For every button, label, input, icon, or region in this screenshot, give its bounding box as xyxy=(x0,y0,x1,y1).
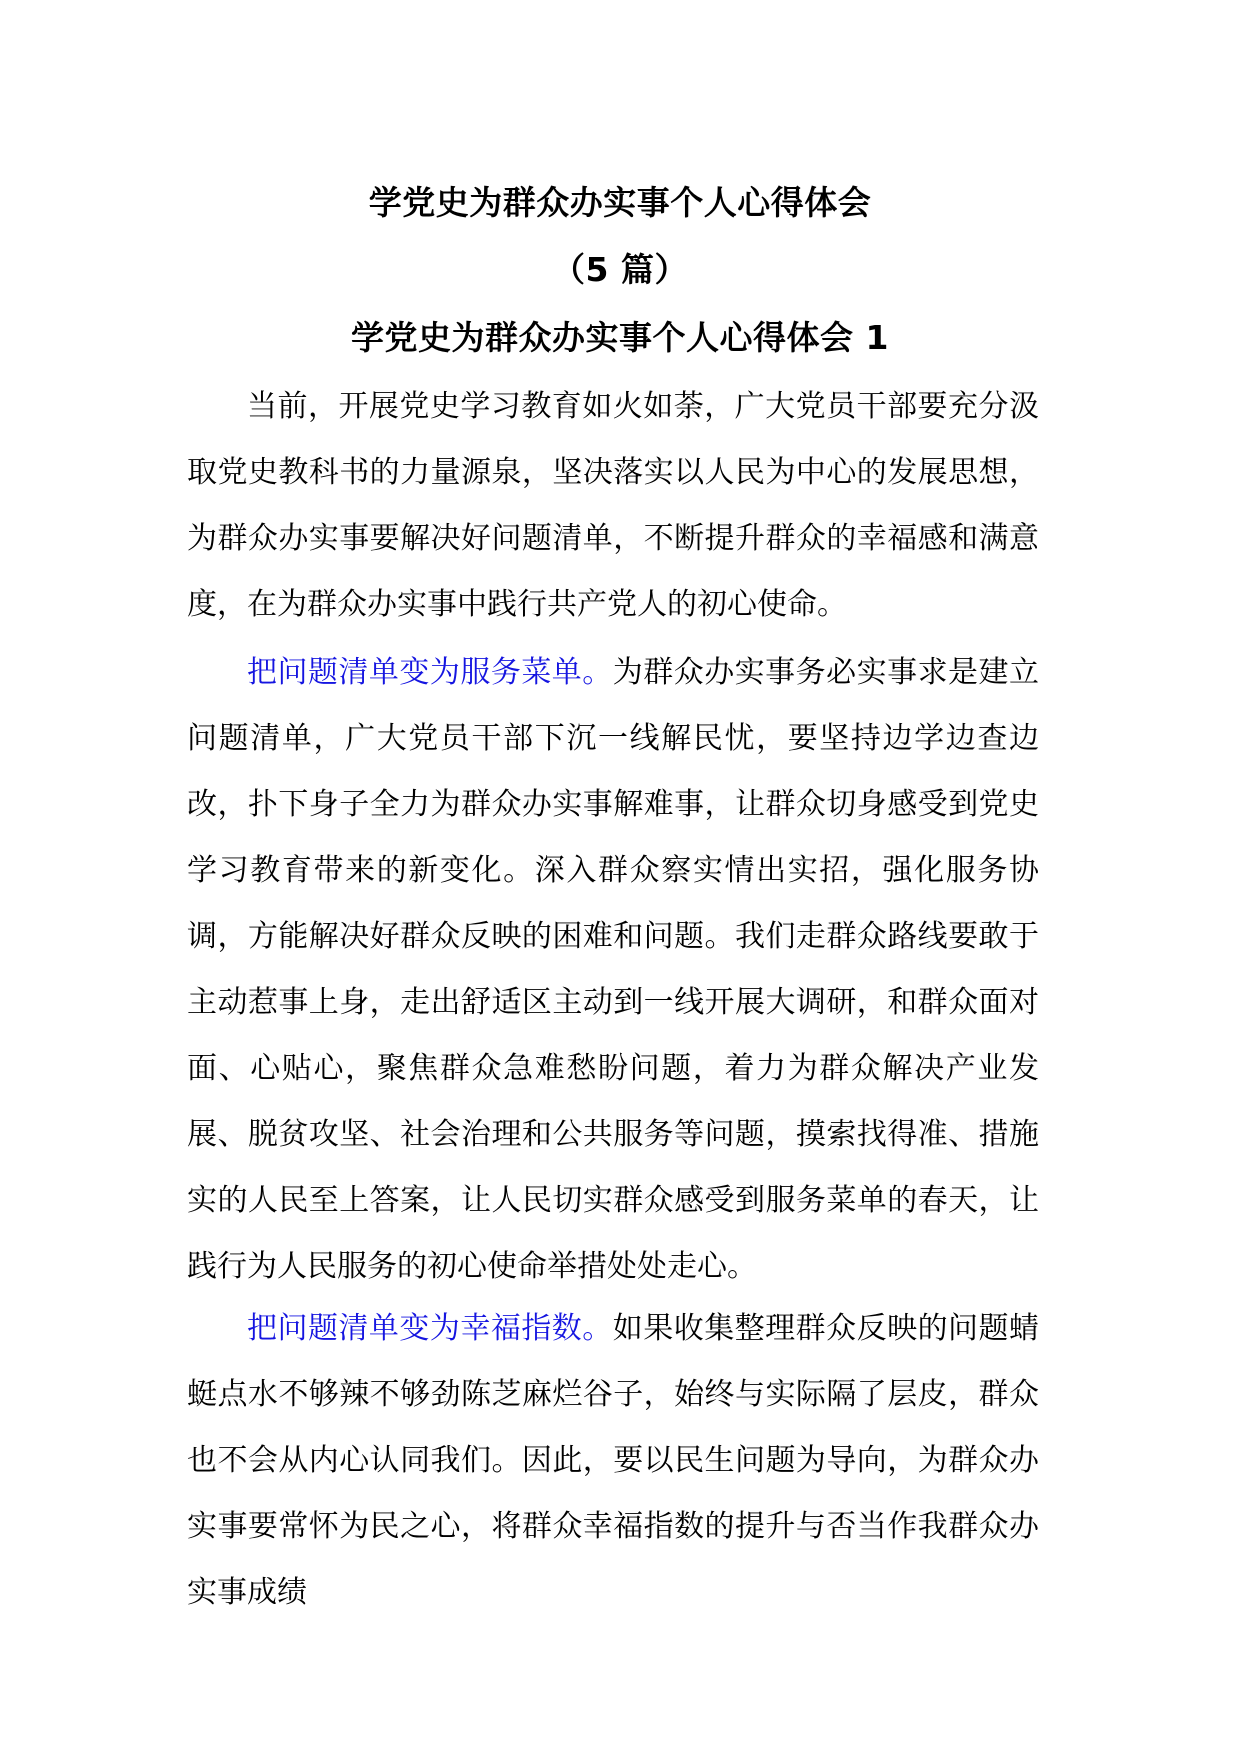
document-title: 学党史为群众办实事个人心得体会 xyxy=(368,183,872,222)
paragraph-intro xyxy=(187,374,1039,638)
document-subtitle-count: （5 篇） xyxy=(552,250,688,289)
paragraph-happiness-index-text: 如果收集整理群众反映的问题蜻蜓点水不够辣不够劲陈芝麻烂谷子，始终与实际隔了层皮，群众也不会从内心认同我们。因此，要以民生问题为导向，为群众办实事要常怀为民之心，将群众幸福指数的提升与否当作我群众办实事成绩 xyxy=(187,1311,1040,1610)
paragraph-heading-happiness-index: 把问题清单变为幸福指数。 xyxy=(247,1311,613,1346)
paragraph-heading-service-menu: 把问题清单变为服务菜单。 xyxy=(247,655,613,690)
paragraph-happiness-index xyxy=(187,1296,1039,1626)
paragraph-intro-text: 当前，开展党史学习教育如火如荼，广大党员干部要充分汲取党史教科书的力量源泉，坚决落实以人民为中心的发展思想，为群众办实事要解决好问题清单，不断提升群众的幸福感和满意度，在为群众办实事中践行共产党人的初心使命。 xyxy=(187,389,1039,622)
paragraph-service-menu xyxy=(187,640,1039,1300)
paragraph-service-menu-text: 为群众办实事务必实事求是建立问题清单，广大党员干部下沉一线解民忧，要坚持边学边查边改，扑下身子全力为群众办实事解难事，让群众切身感受到党史学习教育带来的新变化。深入群众察实情出实招，强化服务协调，方能解决好群众反映的困难和问题。我们走群众路线要敢于主动惹事上身，走出舒适区主动到一线开展大调研，和群众面对面、心贴心，聚焦群众急难愁盼问题，着力为群众解决产业发展、脱贫攻坚、社会治理和公共服务等问题，摸索找得准、措施实的人民至上答案，让人民切实群众感受到服务菜单的春天，让践行为人民服务的初心使命举措处处走心。 xyxy=(187,655,1040,1284)
section-title: 学党史为群众办实事个人心得体会 1 xyxy=(351,318,889,357)
